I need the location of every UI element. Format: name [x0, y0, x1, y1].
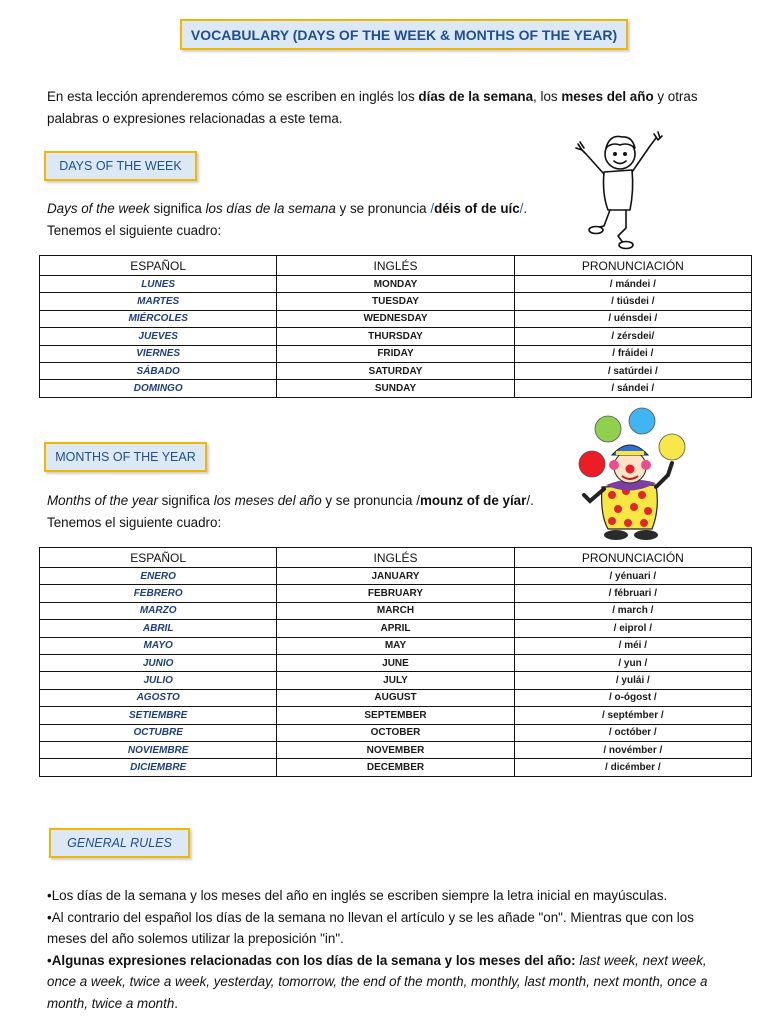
months-table-header: [40, 548, 752, 568]
cell-spanish: MARTES: [40, 293, 277, 310]
intro-text-2: , los: [533, 89, 562, 104]
cell-pronunciation: / yulái /: [514, 672, 751, 689]
cell-spanish: ABRIL: [40, 620, 277, 637]
days-meaning: los días de la semana: [205, 201, 336, 216]
cell-english: MAY: [277, 637, 514, 654]
column-header-english: INGLÉS: [277, 256, 514, 276]
list-item: [47, 885, 727, 907]
cell-english: MARCH: [277, 602, 514, 619]
cell-english: TUESDAY: [277, 293, 514, 310]
days-slash-close: /: [519, 201, 524, 216]
days-section-heading: [44, 151, 197, 181]
cell-pronunciation: / uénsdei /: [514, 310, 751, 327]
table-row: [40, 362, 752, 379]
cell-pronunciation: / sándei /: [514, 380, 751, 397]
table-row: [40, 741, 752, 758]
days-slash-open: /: [430, 201, 435, 216]
days-table-header: [40, 256, 752, 276]
cell-spanish: VIERNES: [40, 345, 277, 362]
months-slash-close: /.: [526, 493, 534, 508]
cell-pronunciation: / zérsdei/: [514, 328, 751, 345]
days-period: .: [523, 201, 528, 216]
cell-english: DECEMBER: [277, 759, 514, 776]
months-description: [47, 490, 607, 533]
cell-pronunciation: / fráidei /: [514, 345, 751, 362]
days-pron-prefix: y se pronuncia: [335, 201, 431, 216]
cell-spanish: JULIO: [40, 672, 277, 689]
days-signifies: significa: [149, 201, 206, 216]
intro-bold-days: días de la semana: [418, 89, 534, 104]
days-heading-text: DAYS OF THE WEEK: [59, 159, 182, 173]
cell-spanish: MAYO: [40, 637, 277, 654]
cell-english: FEBRUARY: [277, 585, 514, 602]
rule-3-expressions: last week, next week, once a week, twice a week, yesterday, tomorrow, the end of the month, monthly, last month, next month, once a month, twice a month: [47, 952, 708, 1011]
cell-spanish: JUNIO: [40, 654, 277, 671]
cell-english: SATURDAY: [277, 362, 514, 379]
cell-pronunciation: / tiúsdei /: [514, 293, 751, 310]
cell-pronunciation: / satúrdei /: [514, 362, 751, 379]
page-title-text: VOCABULARY (DAYS OF THE WEEK & MONTHS OF THE YEAR): [190, 26, 618, 43]
table-row: [40, 654, 752, 671]
days-term: Days of the week: [47, 201, 150, 216]
cell-english: AUGUST: [277, 689, 514, 706]
days-table-intro: Tenemos el siguiente cuadro:: [47, 222, 222, 238]
page-title: [180, 19, 628, 50]
table-row: [40, 328, 752, 345]
cell-english: WEDNESDAY: [277, 310, 514, 327]
table-row: [40, 707, 752, 724]
cell-english: OCTOBER: [277, 724, 514, 741]
cell-pronunciation: / mándei /: [514, 276, 751, 293]
cell-spanish: JUEVES: [40, 328, 277, 345]
column-header-pronunciation: PRONUNCIACIÓN: [514, 256, 751, 276]
cell-spanish: DICIEMBRE: [40, 759, 277, 776]
cell-english: NOVEMBER: [277, 741, 514, 758]
cell-spanish: FEBRERO: [40, 585, 277, 602]
intro-text-3: y otras palabras o expresiones relacionadas a este tema.: [47, 89, 698, 126]
cell-spanish: DOMINGO: [40, 380, 277, 397]
table-row: [40, 293, 752, 310]
rules-heading-text: GENERAL RULES: [67, 836, 172, 850]
intro-text-1: En esta lección aprenderemos cómo se escriben en inglés los: [47, 89, 419, 104]
column-header-spanish: ESPAÑOL: [40, 548, 277, 568]
table-row: [40, 276, 752, 293]
cell-english: APRIL: [277, 620, 514, 637]
cell-pronunciation: / yun /: [514, 654, 751, 671]
list-item: [47, 950, 727, 1015]
cell-pronunciation: / octóber /: [514, 724, 751, 741]
days-description: [47, 198, 607, 241]
table-row: [40, 637, 752, 654]
table-row: [40, 345, 752, 362]
cell-english: JUNE: [277, 654, 514, 671]
months-pron-prefix: y se pronuncia /: [321, 493, 420, 508]
months-section-heading: [44, 442, 207, 472]
months-signifies: significa: [157, 493, 214, 508]
column-header-spanish: ESPAÑOL: [40, 256, 277, 276]
intro-paragraph: [47, 86, 737, 129]
cell-pronunciation: / fébruari /: [514, 585, 751, 602]
cell-english: SUNDAY: [277, 380, 514, 397]
table-row: [40, 585, 752, 602]
rule-2-text: Al contrario del español los días de la semana no llevan el artículo y se les añade "on". Mientras que con los meses del año solemos utilizar la preposición "in".: [47, 909, 694, 946]
cell-pronunciation: / o-ógost /: [514, 689, 751, 706]
cell-pronunciation: / eiprol /: [514, 620, 751, 637]
column-header-pronunciation: PRONUNCIACIÓN: [514, 548, 751, 568]
table-row: [40, 672, 752, 689]
cell-english: JANUARY: [277, 568, 514, 585]
cell-spanish: LUNES: [40, 276, 277, 293]
cell-english: FRIDAY: [277, 345, 514, 362]
rule-1-text: Los días de la semana y los meses del año en inglés se escriben siempre la letra inicial en mayúsculas.: [51, 888, 668, 903]
cell-spanish: AGOSTO: [40, 689, 277, 706]
column-header-english: INGLÉS: [277, 548, 514, 568]
days-pronunciation: déis of de uíc: [434, 201, 520, 216]
cell-english: SEPTEMBER: [277, 707, 514, 724]
rule-3-end: .: [174, 995, 179, 1011]
cell-pronunciation: / septémber /: [514, 707, 751, 724]
cell-spanish: SÁBADO: [40, 362, 277, 379]
table-row: [40, 602, 752, 619]
table-row: [40, 310, 752, 327]
cell-spanish: MARZO: [40, 602, 277, 619]
cell-pronunciation: / yénuari /: [514, 568, 751, 585]
table-row: [40, 689, 752, 706]
months-table-intro: Tenemos el siguiente cuadro:: [47, 514, 222, 530]
table-row: [40, 380, 752, 397]
months-table: [39, 547, 752, 777]
intro-bold-months: meses del año: [561, 89, 654, 104]
months-meaning: los meses del año: [213, 493, 322, 508]
rules-section-heading: [49, 828, 190, 858]
months-heading-text: MONTHS OF THE YEAR: [55, 450, 196, 464]
cell-spanish: NOVIEMBRE: [40, 741, 277, 758]
table-row: [40, 724, 752, 741]
cell-pronunciation: / méi /: [514, 637, 751, 654]
cell-english: THURSDAY: [277, 328, 514, 345]
cell-pronunciation: / novémber /: [514, 741, 751, 758]
cell-pronunciation: / march /: [514, 602, 751, 619]
table-row: [40, 568, 752, 585]
cell-english: JULY: [277, 672, 514, 689]
rule-3-bold: Algunas expresiones relacionadas con los días de la semana y los meses del año:: [51, 952, 576, 968]
cell-spanish: ENERO: [40, 568, 277, 585]
cell-spanish: OCTUBRE: [40, 724, 277, 741]
cell-spanish: SETIEMBRE: [40, 707, 277, 724]
cell-spanish: MIÉRCOLES: [40, 310, 277, 327]
cell-english: MONDAY: [277, 276, 514, 293]
days-table: [39, 255, 752, 398]
months-term: Months of the year: [47, 493, 158, 508]
cell-pronunciation: / dicémber /: [514, 759, 751, 776]
months-pronunciation: mounz of de yíar: [419, 493, 527, 508]
rules-list: [47, 885, 727, 1014]
table-row: [40, 759, 752, 776]
table-row: [40, 620, 752, 637]
list-item: [47, 907, 727, 950]
